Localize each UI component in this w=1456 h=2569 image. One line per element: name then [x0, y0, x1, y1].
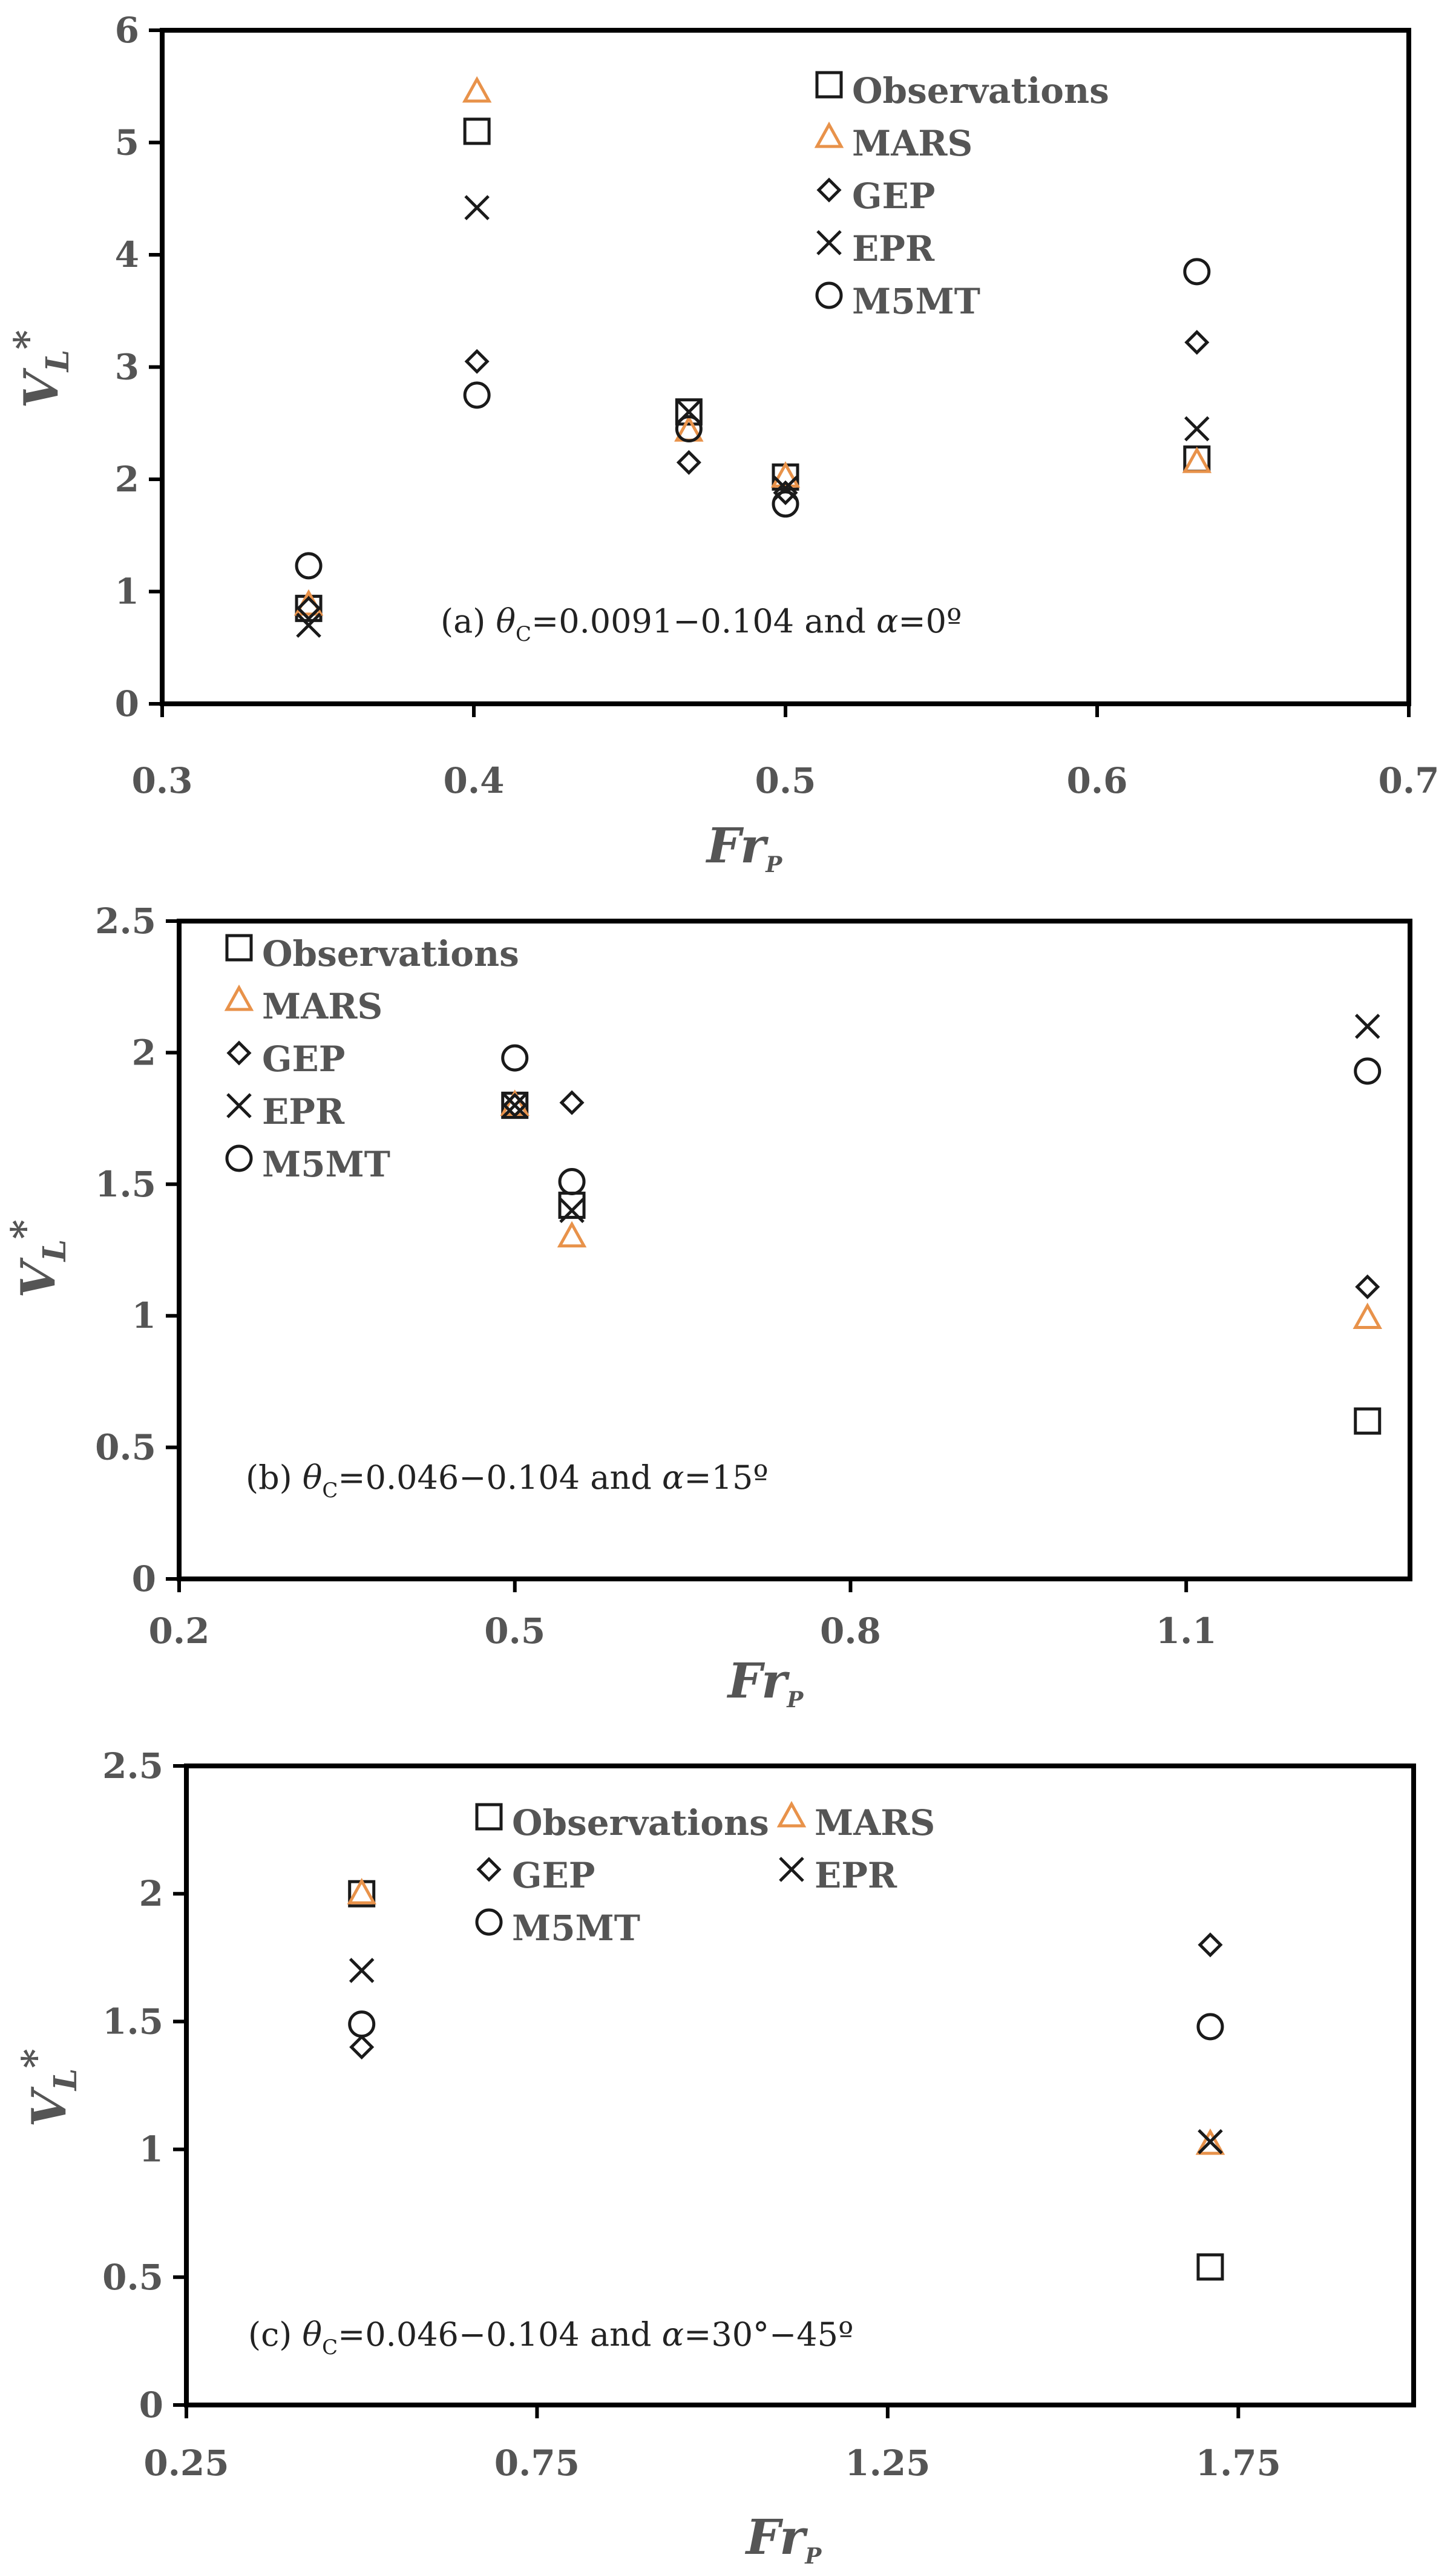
data-point-gep	[1357, 1276, 1378, 1297]
y-tick-label: 5	[114, 122, 139, 163]
legend-marker-epr	[228, 1094, 251, 1117]
x-tick-label: 0.75	[494, 2443, 580, 2484]
x-tick-label: 0.8	[820, 1610, 881, 1652]
x-tick-label: 1.75	[1195, 2443, 1281, 2484]
data-point-gep	[678, 452, 699, 473]
y-tick-label: 0	[131, 1558, 156, 1599]
series-mars	[297, 79, 1209, 614]
y-tick-label: 1.5	[95, 1163, 156, 1205]
x-axis-label: $Fr_P$	[746, 2508, 822, 2569]
data-point-m5mt	[1356, 1059, 1380, 1083]
series-observations	[503, 1093, 1380, 1433]
legend-label: M5MT	[512, 1908, 640, 1949]
y-axis-label: $V_L^*$	[13, 2049, 84, 2127]
legend-item-gep	[819, 176, 935, 217]
legend-item-m5mt	[477, 1908, 640, 1949]
data-point-mars	[560, 1224, 584, 1246]
y-tick-label: 2.5	[95, 901, 156, 942]
data-point-m5mt	[350, 2012, 374, 2036]
series-mars	[350, 1881, 1222, 2153]
legend-label: EPR	[262, 1091, 345, 1132]
series-gep	[298, 332, 1207, 619]
legend-item-epr	[780, 1855, 897, 1896]
legend-item-observations	[227, 933, 519, 974]
legend-marker-m5mt	[477, 1910, 501, 1934]
data-point-m5mt	[465, 383, 489, 407]
legend-item-epr	[228, 1091, 345, 1132]
legend-marker-gep	[229, 1043, 249, 1063]
legend-label: M5MT	[852, 281, 980, 322]
x-tick-label: 0.4	[443, 760, 505, 801]
y-tick-label: 4	[114, 234, 139, 275]
y-tick-label: 2	[131, 1032, 156, 1074]
panel-annotation: (c) $\theta_C=0.046-0.104$ and α=30°−45º	[248, 2315, 854, 2360]
legend-marker-mars	[227, 988, 251, 1009]
legend-label: Observations	[262, 933, 519, 974]
series-m5mt	[503, 1046, 1380, 1193]
y-tick-label: 3	[114, 346, 139, 388]
legend-marker-observations	[477, 1805, 501, 1829]
series-observations	[350, 1882, 1222, 2279]
series-m5mt	[297, 260, 1209, 578]
series-mars	[503, 1092, 1380, 1327]
legend-label: Observations	[512, 1802, 769, 1843]
data-point-m5mt	[560, 1169, 584, 1193]
panel-annotation: (a) $\theta_C=0.0091-0.104$ and α=0º	[441, 602, 962, 646]
legend-marker-mars	[779, 1804, 804, 1826]
data-point-epr	[1356, 1015, 1379, 1038]
legend-marker-epr	[780, 1858, 803, 1881]
x-tick-label: 1.1	[1155, 1610, 1217, 1652]
legend-item-gep	[229, 1038, 345, 1080]
legend-item-gep	[479, 1855, 595, 1896]
legend-item-observations	[817, 70, 1109, 111]
y-tick-label: 2.5	[102, 1745, 163, 1786]
y-tick-label: 2	[114, 459, 139, 500]
legend-label: MARS	[852, 123, 973, 164]
data-point-gep	[562, 1092, 582, 1113]
y-tick-label: 1	[114, 571, 139, 612]
legend-label: GEP	[512, 1855, 595, 1896]
x-tick-label: 0.5	[484, 1610, 546, 1652]
legend-label: EPR	[852, 228, 935, 269]
series-gep	[505, 1092, 1378, 1297]
data-point-gep	[352, 2037, 372, 2058]
legend-marker-m5mt	[817, 283, 841, 307]
legend	[227, 933, 519, 1185]
x-axis-label: $Fr_P$	[706, 817, 782, 878]
y-tick-label: 0	[114, 683, 139, 724]
legend	[817, 70, 1109, 322]
legend-item-mars	[227, 986, 382, 1027]
legend-item-m5mt	[817, 281, 980, 322]
data-point-observations	[560, 1193, 584, 1218]
legend-marker-gep	[479, 1859, 499, 1880]
y-tick-label: 0.5	[102, 2256, 163, 2298]
legend	[477, 1802, 935, 1949]
y-tick-label: 1	[139, 2128, 163, 2170]
legend-marker-mars	[817, 125, 841, 146]
y-tick-label: 1.5	[102, 2001, 163, 2042]
legend-item-m5mt	[227, 1144, 390, 1185]
chart-panel-b	[2, 901, 1410, 1713]
x-tick-label: 1.25	[845, 2443, 931, 2484]
data-point-epr	[350, 1959, 373, 1982]
series-observations	[297, 119, 1209, 620]
legend-label: EPR	[815, 1855, 897, 1896]
data-point-gep	[1200, 1935, 1221, 1955]
legend-item-mars	[779, 1802, 935, 1843]
data-point-gep	[467, 351, 487, 372]
data-point-epr	[1185, 418, 1208, 441]
data-point-epr	[465, 196, 488, 219]
x-tick-label: 0.7	[1378, 760, 1440, 801]
data-point-m5mt	[503, 1046, 527, 1070]
legend-label: M5MT	[262, 1144, 390, 1185]
legend-marker-observations	[227, 936, 251, 960]
data-point-observations	[1198, 2255, 1222, 2279]
legend-marker-gep	[819, 180, 839, 200]
x-tick-label: 0.3	[131, 760, 193, 801]
y-tick-label: 2	[139, 1873, 163, 1915]
data-point-m5mt	[1198, 2015, 1222, 2039]
legend-label: Observations	[852, 70, 1109, 111]
y-tick-label: 0	[139, 2384, 163, 2426]
panel-annotation: (b) $\theta_C=0.046-0.104$ and α=15º	[246, 1458, 769, 1503]
series-m5mt	[350, 2012, 1222, 2039]
series-gep	[352, 1935, 1221, 2058]
data-point-mars	[1356, 1306, 1380, 1328]
legend-item-mars	[817, 123, 972, 164]
x-tick-label: 0.25	[143, 2443, 229, 2484]
legend-marker-m5mt	[227, 1146, 251, 1170]
y-tick-label: 6	[114, 10, 139, 51]
legend-label: GEP	[852, 176, 936, 217]
series-epr	[503, 1015, 1379, 1222]
data-point-gep	[1187, 332, 1207, 353]
x-tick-label: 0.5	[755, 760, 816, 801]
y-axis-label: $V_L^*$	[2, 1219, 73, 1298]
legend-label: MARS	[815, 1802, 936, 1843]
series-epr	[350, 1959, 1222, 2153]
data-point-mars	[465, 79, 489, 101]
x-axis-label: $Fr_P$	[727, 1652, 804, 1713]
x-tick-label: 0.2	[148, 1610, 210, 1652]
y-tick-label: 1	[131, 1295, 156, 1337]
chart-panel-c	[13, 1745, 1414, 2569]
data-point-m5mt	[297, 554, 321, 578]
legend-marker-observations	[817, 73, 841, 97]
data-point-mars	[350, 1881, 374, 1903]
chart-panel-a	[5, 10, 1439, 878]
data-point-observations	[1356, 1409, 1380, 1433]
legend-label: MARS	[262, 986, 383, 1027]
y-tick-label: 0.5	[95, 1426, 156, 1468]
legend-item-epr	[818, 228, 935, 269]
legend-item-observations	[477, 1802, 769, 1843]
data-point-mars	[1185, 450, 1209, 471]
data-point-m5mt	[1185, 260, 1209, 284]
series-epr	[297, 196, 1208, 637]
data-point-observations	[465, 119, 489, 143]
legend-marker-epr	[818, 231, 841, 254]
x-tick-label: 0.6	[1066, 760, 1128, 801]
y-axis-label: $V_L^*$	[5, 330, 76, 408]
legend-label: GEP	[262, 1038, 346, 1080]
